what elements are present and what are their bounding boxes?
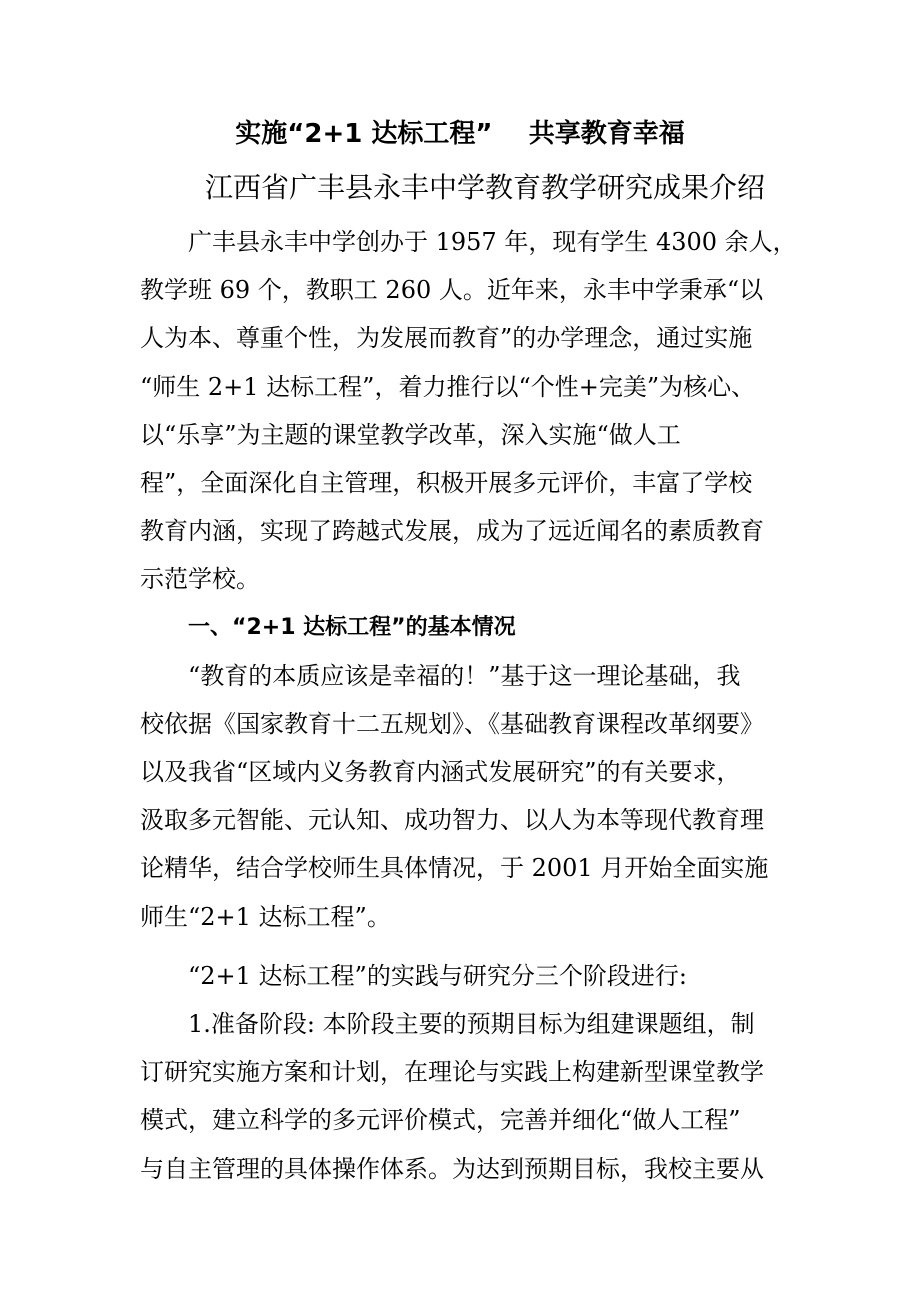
document-body xyxy=(140,218,800,1193)
paragraph-line: 模式，建立科学的多元评价模式，完善并细化“做人工程” xyxy=(140,1106,741,1135)
paragraph-line: 广丰县永丰中学创办于 1957 年，现有学生 4300 余人， xyxy=(188,228,797,256)
document-subtitle: 江西省广丰县永丰中学教育教学研究成果介绍 xyxy=(205,171,766,204)
paragraph-line: 1.准备阶段: 本阶段主要的预期目标为组建课题组，制 xyxy=(188,1010,755,1038)
section-heading: 一、“2+1 达标工程”的基本情况 xyxy=(188,614,516,640)
paragraph-line: 教学班 69 个，教职工 260 人。近年来，永丰中学秉承“以 xyxy=(140,276,764,305)
document-title: 实施“2+1 达标工程” 共享教育幸福 xyxy=(235,119,685,149)
paragraph-gap xyxy=(140,941,800,952)
paragraph-line: 校依据《国家教育十二五规划》、《基础教育课程改革纲要》 xyxy=(140,709,764,738)
paragraph-line: 以“乐享”为主题的课堂教学改革，深入实施“做人工 xyxy=(140,420,681,449)
paragraph-line: 汲取多元智能、元认知、成功智力、以人为本等现代教育理 xyxy=(140,806,764,835)
paragraph-line: “教育的本质应该是幸福的！”基于这一理论基础，我 xyxy=(188,661,741,690)
paragraph-line: 示范学校。 xyxy=(140,565,260,594)
paragraph-line: “2+1 达标工程”的实践与研究分三个阶段进行: xyxy=(188,961,687,990)
paragraph-line: 师生“2+1 达标工程”。 xyxy=(140,902,391,931)
paragraph-line: 与自主管理的具体操作体系。为达到预期目标，我校主要从 xyxy=(140,1154,764,1183)
paragraph-line: 教育内涵，实现了跨越式发展，成为了远近闻名的素质教育 xyxy=(140,517,764,546)
paragraph-line: 程”，全面深化自主管理，积极开展多元评价，丰富了学校 xyxy=(140,468,753,497)
paragraph-line: 以及我省“区域内义务教育内涵式发展研究”的有关要求， xyxy=(140,758,741,787)
paragraph-line: 订研究实施方案和计划，在理论与实践上构建新型课堂教学 xyxy=(140,1058,764,1087)
paragraph-line: “师生 2+1 达标工程”，着力推行以“个性+完美”为核心、 xyxy=(140,372,756,401)
paragraph-line: 人为本、尊重个性，为发展而教育”的办学理念，通过实施 xyxy=(140,324,753,353)
paragraph-line: 论精华，结合学校师生具体情况，于 2001 月开始全面实施 xyxy=(140,854,769,883)
